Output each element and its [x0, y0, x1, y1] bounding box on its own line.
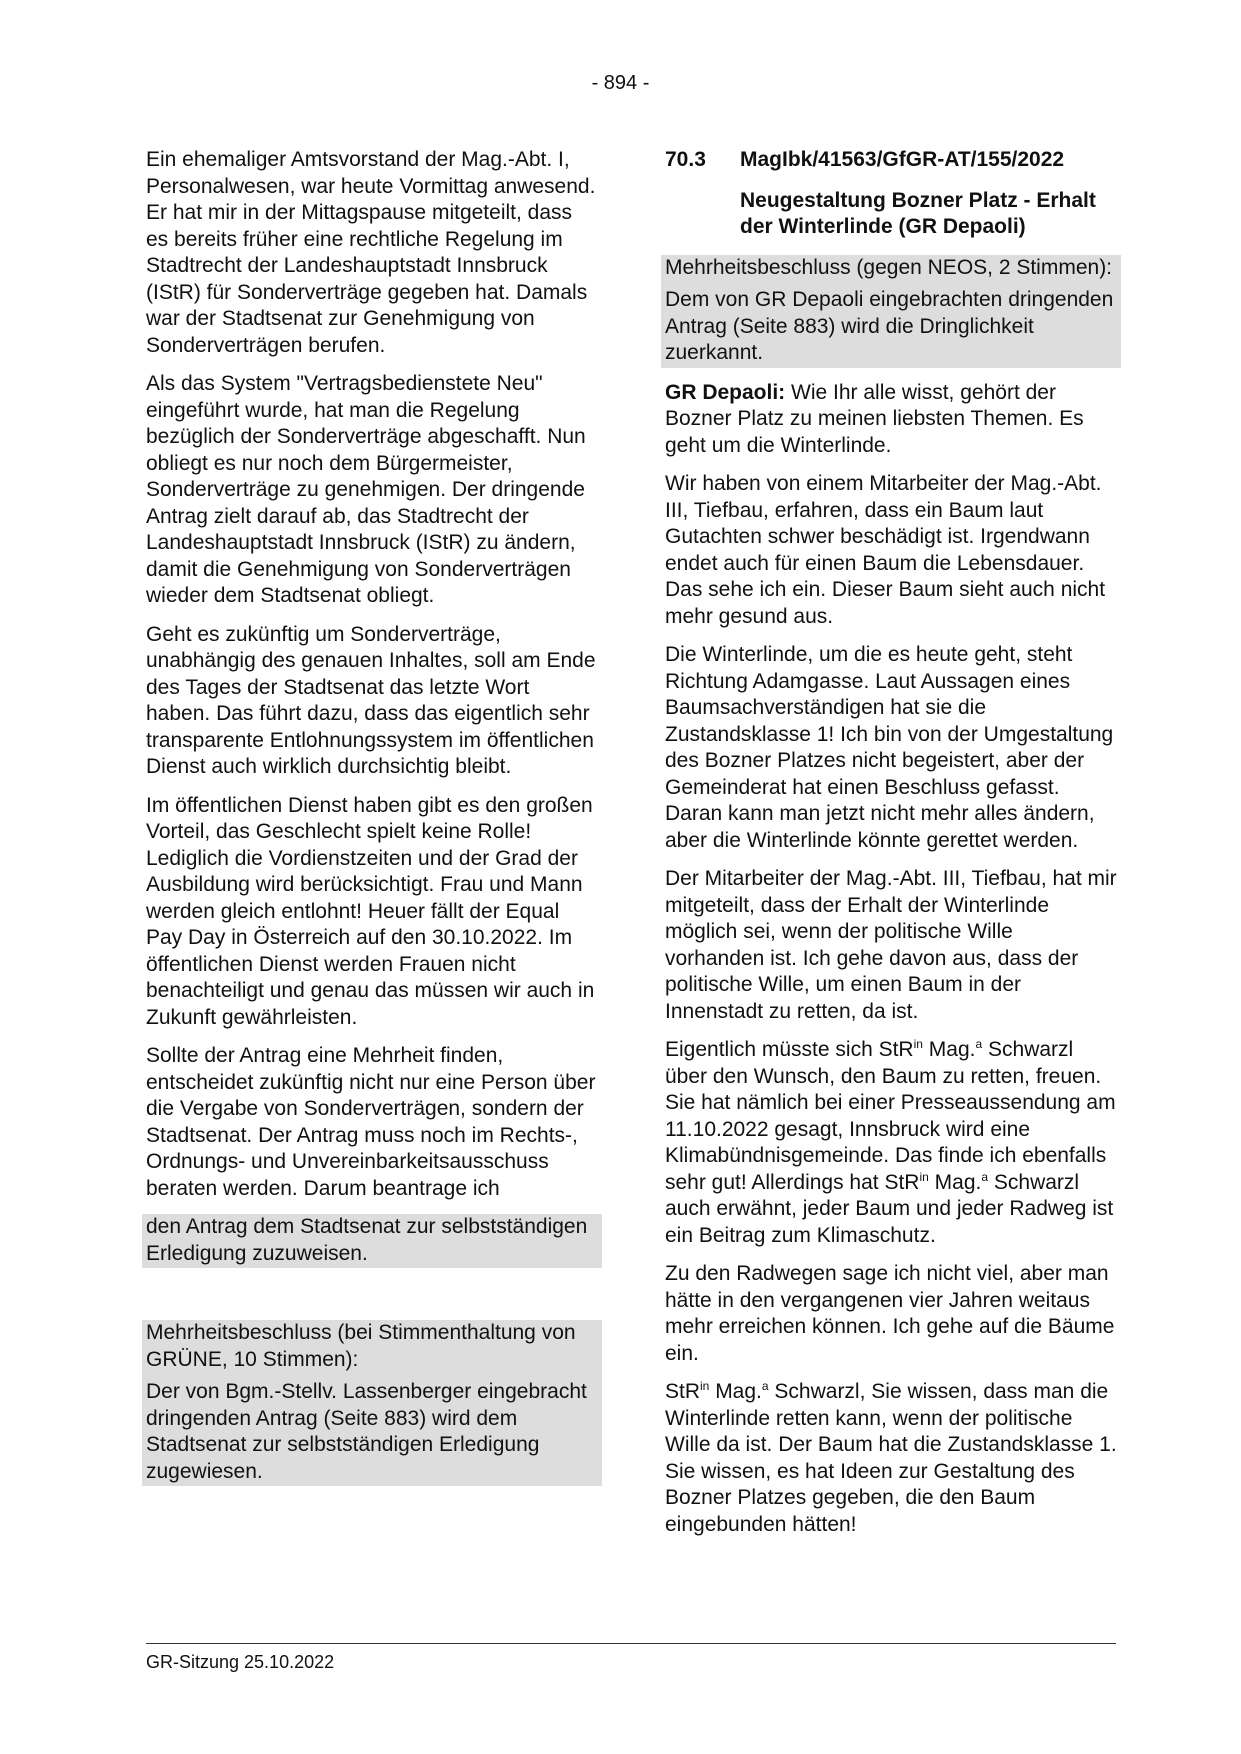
motion-text: den Antrag dem Stadtsenat zur selbstständigen Erledigung zuzuweisen. [146, 1215, 588, 1265]
speaker-name: GR Depaoli: [665, 380, 786, 404]
resolution-vote: Mehrheitsbeschluss (bei Stimmenthaltung von GRÜNE, 10 Stimmen): [146, 1321, 576, 1371]
resolution-box [661, 255, 1121, 368]
paragraph: StR$^{in}$ Mag.$^a$ Schwarzl, Sie wissen, dass man die Winterlinde retten kann, wenn der politische Wille da ist. Der Baum hat die Zustandsklasse 1. Sie wissen, es hat Ideen zur Gestaltung des Bozner Platzes gegeben, die den Baum eingebunden hätten! [665, 1379, 1117, 1536]
paragraph: Zu den Radwegen sage ich nicht viel, aber man hätte in den vergangenen vier Jahren weitaus mehr erreichen können. Ich gehe auf die Bäume ein. [665, 1262, 1115, 1365]
resolution-vote: Mehrheitsbeschluss (gegen NEOS, 2 Stimmen): [665, 255, 1113, 279]
right-column [665, 147, 1117, 1550]
speaker-text: Wie Ihr alle wisst, gehört der Bozner Platz zu meinen liebsten Themen. Es geht um die Winterlinde. [665, 380, 1084, 457]
page-number: - 894 - [591, 72, 650, 94]
paragraph: Die Winterlinde, um die es heute geht, steht Richtung Adamgasse. Laut Aussagen eines Baumsachverständigen hat sie die Zustandsklasse 1! Ich bin von der Umgestaltung des Bozner Platzes nicht begeistert, aber der Gemeinderat hat einen Beschluss gefasst. Daran kann man jetzt nicht mehr alles ändern, aber die Winterlinde könnte gerettet werden. [665, 643, 1114, 852]
resolution-box [142, 1320, 602, 1486]
left-column [146, 147, 598, 1486]
agenda-item-header [665, 147, 1117, 174]
footer-divider [146, 1643, 1116, 1644]
resolution-text: Der von Bgm.-Stellv. Lassenberger eingebracht dringenden Antrag (Seite 883) wird dem Stadtsenat zur selbstständigen Erledigung zugewiesen. [146, 1380, 587, 1483]
paragraph: Eigentlich müsste sich StR$^{in}$ Mag.$^a$ Schwarzl über den Wunsch, den Baum zu retten, freuen. Sie hat nämlich bei einer Presseaussendung am 11.10.2022 gesagt, Innsbruck wird eine Klimabündnisgemeinde. Das finde ich ebenfalls sehr gut! Allerdings hat StR$^{in}$ Mag.$^a$ Schwarzl auch erwähnt, jeder Baum und jeder Radweg ist ein Beitrag zum Klimaschutz. [665, 1037, 1116, 1247]
resolution-text: Dem von GR Depaoli eingebrachten dringenden Antrag (Seite 883) wird die Dringlichkeit zuerkannt. [665, 288, 1114, 364]
motion-box [142, 1214, 602, 1268]
paragraph: Sollte der Antrag eine Mehrheit finden, entscheidet zukünftig nicht nur eine Person über die Vergabe von Sonderverträgen, sondern der Stadtsenat. Der Antrag muss noch im Rechts-, Ordnungs- und Unvereinbarkeitsausschuss beraten werden. Darum beantrage ich [146, 1044, 596, 1200]
agenda-item-number: 70.3 [665, 148, 706, 171]
paragraph: Der Mitarbeiter der Mag.-Abt. III, Tiefbau, hat mir mitgeteilt, dass der Erhalt der Winterlinde möglich sei, wenn der politische Wille vorhanden ist. Ich gehe davon aus, dass der politische Wille, um einen Baum in der Innenstadt zu retten, da ist. [665, 867, 1117, 1023]
paragraph: Geht es zukünftig um Sonderverträge, unabhängig des genauen Inhaltes, soll am Ende des Tages der Stadtsenat das letzte Wort haben. Das führt dazu, dass das eigentlich sehr transparente Entlohnungssystem im öffentlichen Dienst auch wirklich durchsichtig bleibt. [146, 622, 596, 778]
speaker-paragraph [665, 380, 1117, 460]
paragraph: Wir haben von einem Mitarbeiter der Mag.-Abt. III, Tiefbau, erfahren, dass ein Baum laut Gutachten schwer beschädigt ist. Irgendwann endet auch für einen Baum die Lebensdauer. Das sehe ich ein. Dieser Baum sieht auch nicht mehr gesund aus. [665, 472, 1106, 628]
agenda-item-title: Neugestaltung Bozner Platz - Erhalt der Winterlinde (GR Depaoli) [740, 188, 1096, 238]
paragraph: Als das System "Vertragsbedienstete Neu" eingeführt wurde, hat man die Regelung bezüglich der Sonderverträge abgeschafft. Nun obliegt es nur noch dem Bürgermeister, Sonderverträge zu genehmigen. Der dringende Antrag zielt darauf ab, das Stadtrecht der Landeshauptstadt Innsbruck (IStR) zu ändern, damit die Genehmigung von Sonderverträgen wieder dem Stadtsenat obliegt. [146, 372, 586, 607]
paragraph: Ein ehemaliger Amtsvorstand der Mag.-Abt. I, Personalwesen, war heute Vormittag anwesend. Er hat mir in der Mittagspause mitgeteilt, dass es bereits früher eine rechtliche Regelung im Stadtrecht der Landeshauptstadt Innsbruck (IStR) für Sonderverträge gegeben hat. Damals war der Stadtsenat zur Genehmigung von Sonderverträgen berufen. [146, 148, 596, 357]
paragraph: Im öffentlichen Dienst haben gibt es den großen Vorteil, das Geschlecht spielt keine Rolle! Lediglich die Vordienstzeiten und der Grad der Ausbildung wird berücksichtigt. Frau und Mann werden gleich entlohnt! Heuer fällt der Equal Pay Day in Österreich auf den 30.10.2022. Im öffentlichen Dienst werden Frauen nicht benachteiligt und genau das müssen wir auch in Zukunft gewährleisten. [146, 793, 595, 1029]
agenda-item-reference: MagIbk/41563/GfGR-AT/155/2022 [740, 148, 1065, 171]
footer-text: GR-Sitzung 25.10.2022 [146, 1652, 335, 1672]
